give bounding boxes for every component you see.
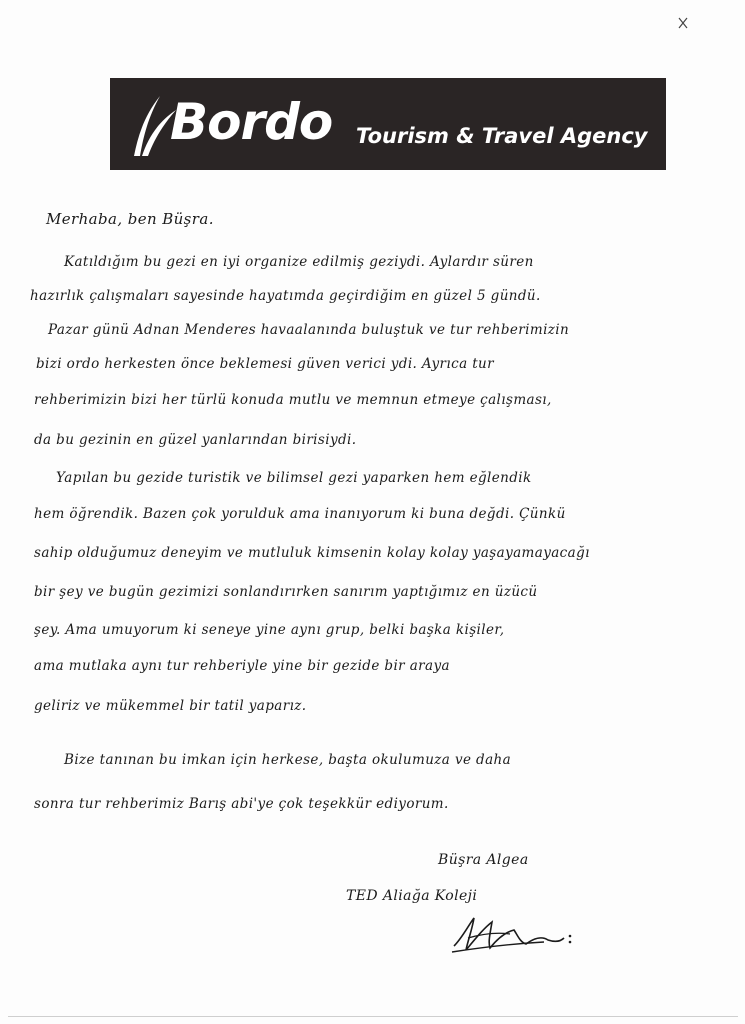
letter-line: sonra tur rehberimiz Barış abi'ye çok teşekkür ediyorum. [34,796,449,812]
letter-line: sahip olduğumuz deneyim ve mutluluk kimsenin kolay kolay yaşayamayacağı [34,545,590,561]
letter-line: Bize tanınan bu imkan için herkese, başta okulumuza ve daha [64,752,512,768]
letter-line: bir şey ve bugün gezimizi sonlandırırken sanırım yaptığımız en üzücü [34,584,538,600]
letter-line: ama mutlaka aynı tur rehberiyle yine bir gezide bir araya [34,658,450,674]
letter-line: rehberimizin bizi her türlü konuda mutlu ve memnun etmeye çalışması, [34,392,552,408]
letter-line: bizi ordo herkesten önce beklemesi güven verici ydi. Ayrıca tur [36,356,495,372]
signer-name: Büşra Algea [438,852,529,868]
signer-school: TED Aliağa Koleji [346,888,478,904]
letter-greeting: Merhaba, ben Büşra. [46,210,214,228]
letter-line: Pazar günü Adnan Menderes havaalanında buluştuk ve tur rehberimizin [48,322,570,338]
signature-icon [448,908,578,958]
letter-line: Katıldığım bu gezi en iyi organize edilmiş geziydi. Aylardır süren [64,254,534,270]
brand-name: Bordo [170,93,333,151]
letter-line: hazırlık çalışmaları sayesinde hayatımda geçirdiğim en güzel 5 gündü. [30,288,541,304]
letter-line: hem öğrendik. Bazen çok yorulduk ama inanıyorum ki buna değdi. Çünkü [34,506,566,522]
letter-line: geliriz ve mükemmel bir tatil yaparız. [34,698,307,714]
scan-edge-line [8,1016,738,1017]
letter-line: Yapılan bu gezide turistik ve bilimsel gezi yaparken hem eğlendik [56,470,532,486]
letter-line: şey. Ama umuyorum ki seneye yine aynı grup, belki başka kişiler, [34,622,505,638]
letter-line: da bu gezinin en güzel yanlarından birisiydi. [34,432,357,448]
brand-tagline: Tourism & Travel Agency [356,124,648,148]
